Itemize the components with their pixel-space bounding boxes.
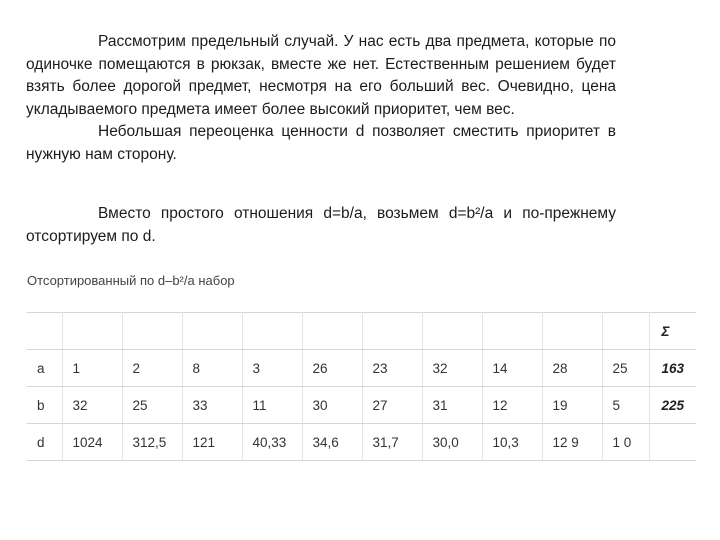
paragraph-1: Рассмотрим предельный случай. У нас есть два предмета, которые по одиночке помещаются в рюкзак, вместе же нет. Естественным решением будет взять более дорогой предмет, несмотря на его больший вес. Очевидно, цена укладываемого предмета имеет более высокий приоритет, чем вес. (26, 33, 616, 118)
table-cell: 8 (182, 350, 242, 387)
table-cell (182, 313, 242, 350)
table-cell: 25 (122, 387, 182, 424)
table-cell: 12 9 (542, 424, 602, 461)
table-cell: 11 (242, 387, 302, 424)
table-cell: 31 (422, 387, 482, 424)
table-row-d (27, 424, 696, 461)
table-cell: 33 (182, 387, 242, 424)
table-cell (362, 313, 422, 350)
table-cell: 121 (182, 424, 242, 461)
table-cell: 23 (362, 350, 422, 387)
table-cell: 32 (422, 350, 482, 387)
table-cell: 27 (362, 387, 422, 424)
table-cell: 1 (62, 350, 122, 387)
table-cell: 30,0 (422, 424, 482, 461)
table-cell (542, 313, 602, 350)
table-cell: 10,3 (482, 424, 542, 461)
table-cell: 25 (602, 350, 649, 387)
table-cell (27, 313, 62, 350)
table-cell (302, 313, 362, 350)
table-cell: 30 (302, 387, 362, 424)
paragraph-method (26, 203, 616, 248)
sorted-items-table (27, 312, 696, 461)
table-cell: 31,7 (362, 424, 422, 461)
table-cell: 12 (482, 387, 542, 424)
table-cell (62, 313, 122, 350)
table-cell (122, 313, 182, 350)
paragraph-intro (26, 31, 616, 167)
paragraph-2: Небольшая переоценка ценности d позволяет сместить приоритет в нужную нам сторону. (26, 123, 616, 163)
sum-header: Σ (649, 313, 696, 350)
table-cell: 2 (122, 350, 182, 387)
table-cell (242, 313, 302, 350)
table-cell: 28 (542, 350, 602, 387)
table-cell: 40,33 (242, 424, 302, 461)
table-cell: 5 (602, 387, 649, 424)
sum-cell: 225 (649, 387, 696, 424)
table-cell (422, 313, 482, 350)
table-cell: 1024 (62, 424, 122, 461)
table-cell (482, 313, 542, 350)
row-label: d (27, 424, 62, 461)
table-caption: Отсортированный по d–b²/a набор (27, 273, 235, 288)
table-cell: 3 (242, 350, 302, 387)
row-label: a (27, 350, 62, 387)
table-cell: 19 (542, 387, 602, 424)
paragraph-3: Вместо простого отношения d=b/a, возьмем d=b²/a и по-прежнему отсортируем по d. (26, 205, 616, 245)
sum-cell (649, 424, 696, 461)
table-cell: 34,6 (302, 424, 362, 461)
sum-cell: 163 (649, 350, 696, 387)
table-cell (602, 313, 649, 350)
row-label: b (27, 387, 62, 424)
table-row-b (27, 387, 696, 424)
table-cell: 26 (302, 350, 362, 387)
table-header-row (27, 313, 696, 350)
table-cell: 1 0 (602, 424, 649, 461)
table-cell: 32 (62, 387, 122, 424)
table-cell: 312,5 (122, 424, 182, 461)
table-cell: 14 (482, 350, 542, 387)
table-row-a (27, 350, 696, 387)
